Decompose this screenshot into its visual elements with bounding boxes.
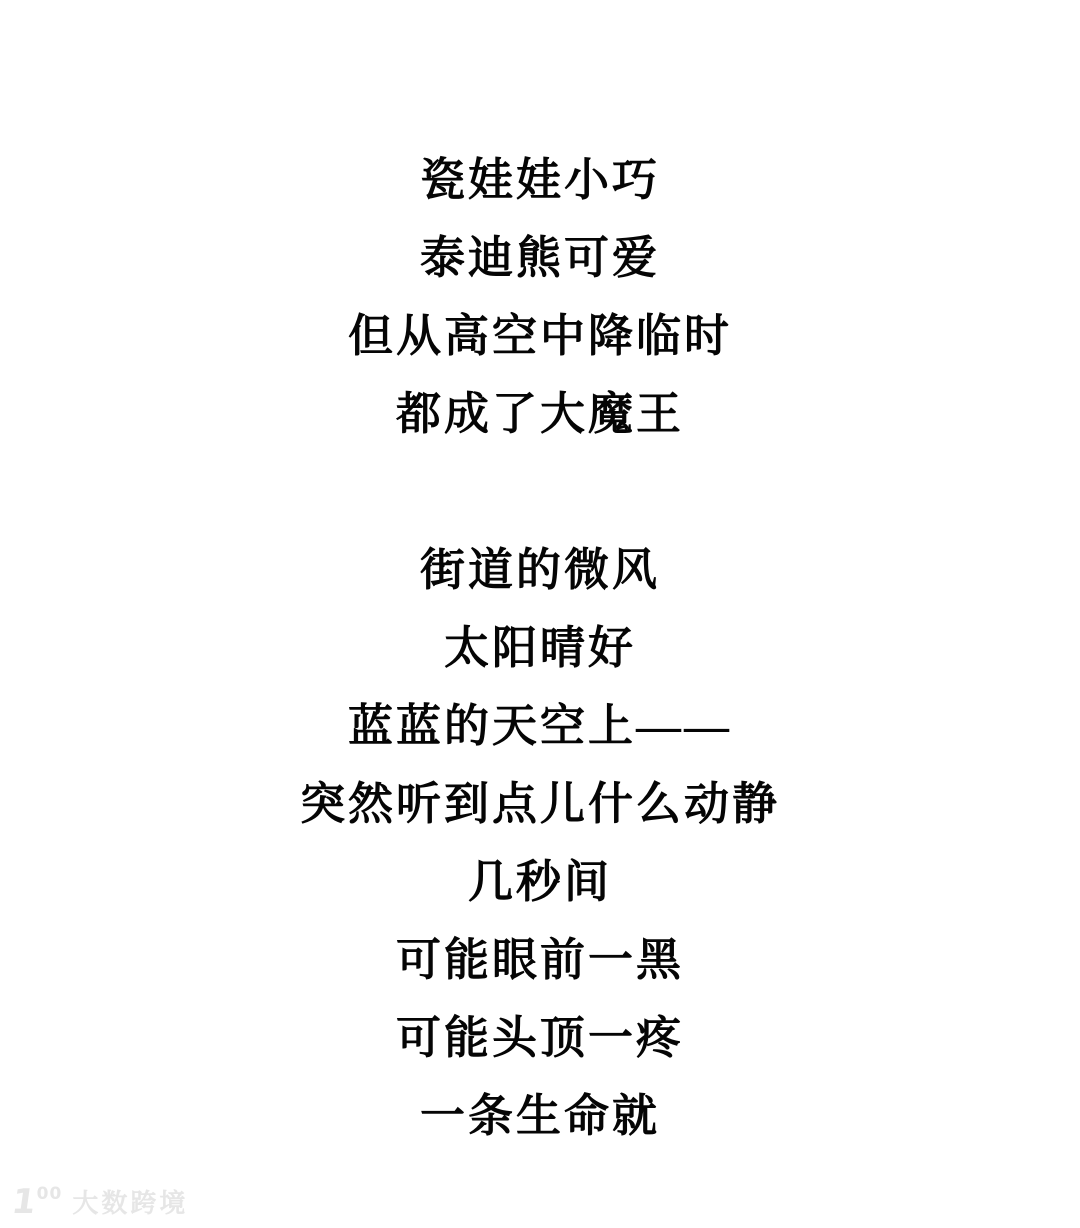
poem-text-block [0,141,1080,1155]
poem-line: 太阳晴好 [443,623,636,673]
poem-line: 可能头顶一疼 [395,1013,684,1063]
watermark-logo-superscript: 00 [36,1183,63,1204]
poem-line: 一条生命就 [419,1091,660,1141]
poem-line: 但从高空中降临时 [347,311,732,361]
poem-line: 街道的微风 [419,545,660,595]
poem-line: 几秒间 [467,857,612,907]
poem-line-blank [0,453,1080,531]
watermark-brand-text: 大数跨境 [72,1189,189,1219]
poem-line: 可能眼前一黑 [395,935,684,985]
watermark [9,1181,189,1222]
poem-line: 蓝蓝的天空上—— [347,701,732,751]
poem-line: 瓷娃娃小巧 [419,155,660,205]
watermark-logo-icon [9,1181,63,1222]
poem-line: 都成了大魔王 [395,389,684,439]
watermark-logo-number: 1 [9,1181,39,1222]
poem-line: 突然听到点儿什么动静 [299,779,780,829]
poem-line: 泰迪熊可爱 [419,233,660,283]
